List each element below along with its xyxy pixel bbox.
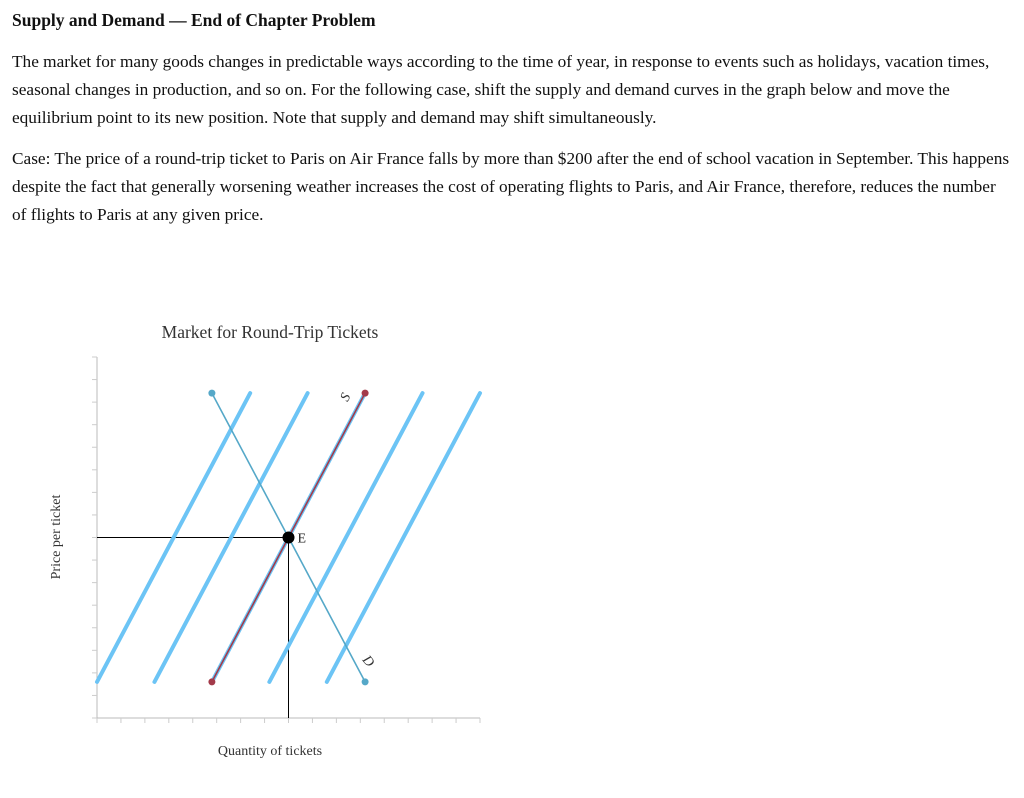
problem-case: Case: The price of a round-trip ticket to Paris on Air France falls by more than $200 after the end of school vacation in September. This happens despite the fact that generally worsening weather increases the cost of operating flights to Paris, and Air France, therefore, reduces the number of flights to Paris at any given price. (12, 149, 1010, 224)
problem-intro: The market for many goods changes in predictable ways according to the time of year, in response to events such as holidays, vacation times, seasonal changes in production, and so on. For the following case, shift the supply and demand curves in the graph below and move the equilibrium point to its new position. Note that supply and demand may shift simultaneously. (12, 52, 990, 127)
y-axis-label: Price per ticket (49, 494, 64, 580)
demand-label: D (358, 652, 377, 671)
supply-label: S (337, 390, 355, 405)
equilibrium-label: E (297, 531, 307, 547)
demand-end-handle[interactable] (362, 678, 369, 685)
equilibrium-point[interactable] (283, 532, 295, 544)
problem-title: Supply and Demand — End of Chapter Problem (12, 10, 376, 30)
supply-curve-position-5[interactable] (327, 390, 480, 682)
supply-end-handle[interactable] (362, 390, 369, 397)
x-axis-label: Quantity of tickets (217, 744, 323, 759)
supply-start-handle[interactable] (208, 678, 215, 685)
chart-title: Market for Round-Trip Tickets (161, 322, 379, 342)
demand-start-handle[interactable] (208, 390, 215, 397)
